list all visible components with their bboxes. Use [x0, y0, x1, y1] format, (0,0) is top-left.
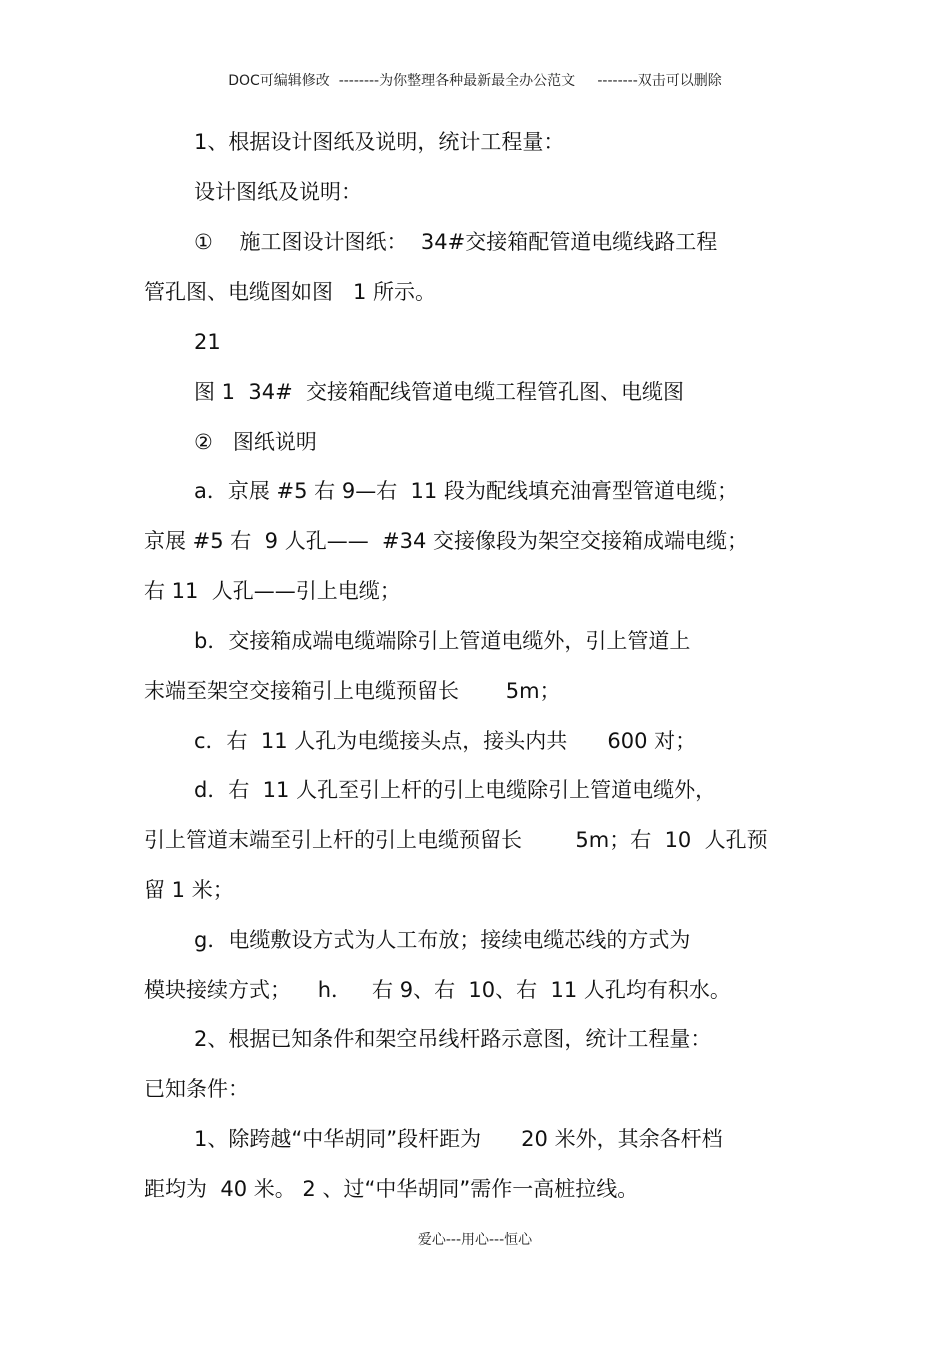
text-line: g．电缆敷设方式为人工布放；接续电缆芯线的方式为	[194, 928, 691, 952]
text-line: 21	[194, 330, 221, 354]
text-line: 1、除跨越“中华胡同”段杆距为 20 米外，其余各杆档	[194, 1127, 723, 1151]
text-line: ① 施工图设计图纸： 34#交接箱配管道电缆线路工程	[194, 230, 718, 254]
text-line: 右 11 人孔——引上电缆；	[144, 579, 401, 603]
text-line: 1、根据设计图纸及说明，统计工程量：	[194, 130, 565, 154]
text-line: d．右 11 人孔至引上杆的引上电缆除引上管道电缆外，	[194, 778, 717, 802]
text-line: 设计图纸及说明：	[194, 180, 362, 204]
text-line: 引上管道末端至引上杆的引上电缆预留长 5m；右 10 人孔预	[144, 828, 768, 852]
text-line: 京展 #5 右 9 人孔—— #34 交接像段为架空交接箱成端电缆；	[144, 529, 749, 553]
text-line: 已知条件：	[144, 1077, 249, 1101]
text-line: 2、根据已知条件和架空吊线杆路示意图，统计工程量：	[194, 1027, 712, 1051]
text-line: ② 图纸说明	[194, 430, 317, 454]
page-footer: 爱心---用心---恒心	[417, 1232, 533, 1248]
figure-caption: 图 1 34# 交接箱配线管道电缆工程管孔图、电缆图	[194, 380, 685, 404]
text-line: b．交接箱成端电缆端除引上管道电缆外，引上管道上	[194, 629, 691, 653]
page-header: DOC可编辑修改 --------为你整理各种最新最全办公范文 --------双击可以删除	[228, 73, 722, 89]
text-line: 管孔图、电缆图如图 1 所示。	[144, 280, 437, 304]
text-line: 留 1 米；	[144, 878, 234, 902]
text-line: a．京展 #5 右 9—右 11 段为配线填充油膏型管道电缆；	[194, 479, 738, 503]
text-line: 模块接续方式； h． 右 9、右 10、右 11 人孔均有积水。	[144, 978, 731, 1002]
text-line: c．右 11 人孔为电缆接头点，接头内共 600 对；	[194, 729, 697, 753]
text-line: 距均为 40 米。 2 、过“中华胡同”需作一高桩拉线。	[144, 1177, 639, 1201]
text-line: 末端至架空交接箱引上电缆预留长 5m；	[144, 679, 561, 703]
